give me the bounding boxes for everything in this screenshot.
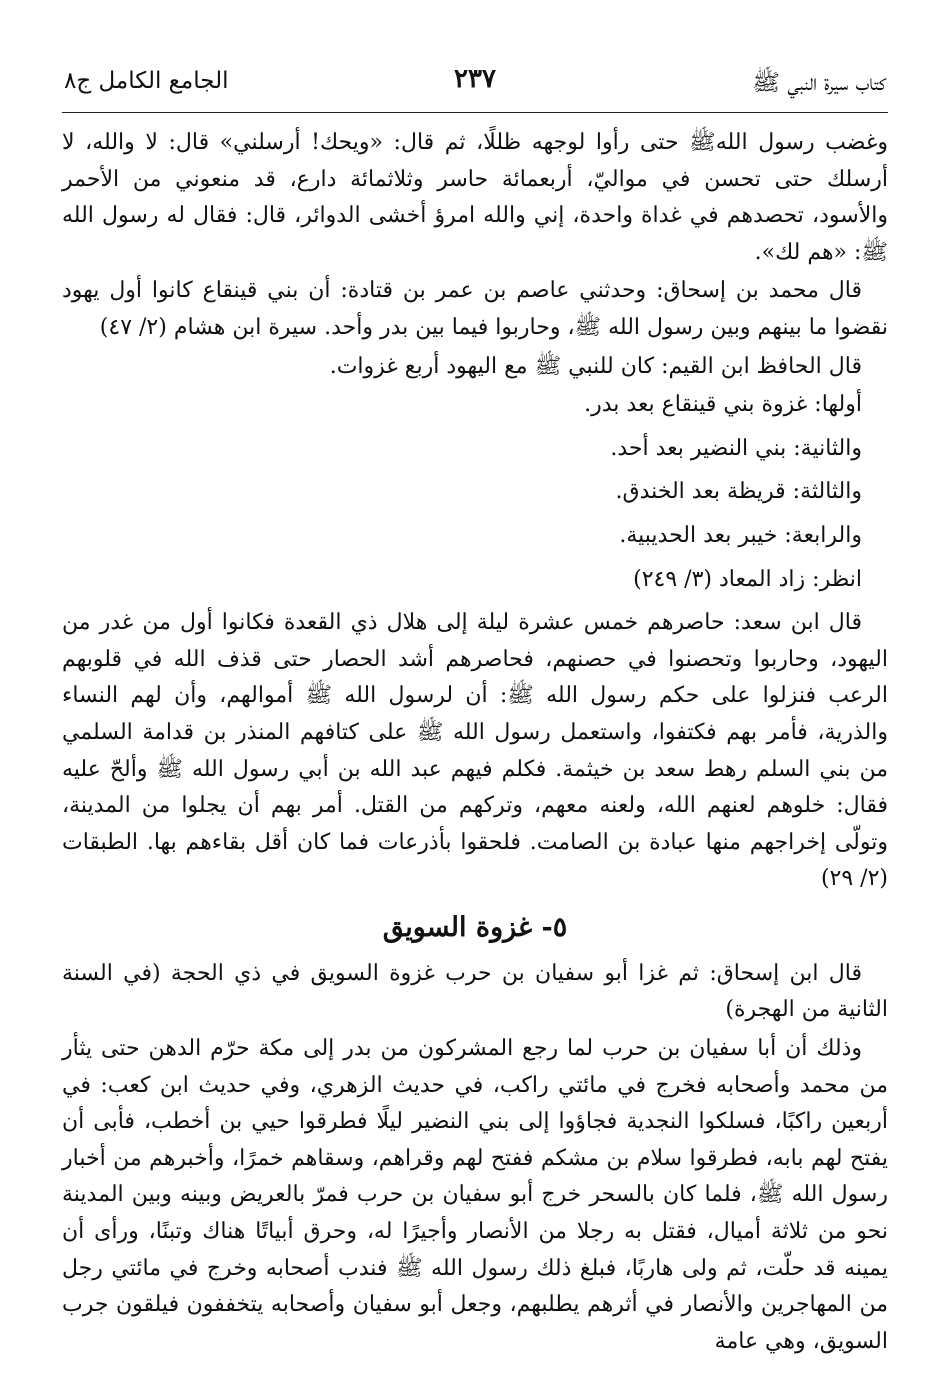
running-header	[62, 60, 888, 113]
paragraph-story-end: وغضب رسول اللهﷺ حتى رأوا لوجهه ظللًا، ثم قال: «ويحك! أرسلني» قال: لا والله، لا أرسلك حتى تحسن في مواليّ، أربعمائة حاسر وثلاثمائة دارع، قد منعوني من الأحمر والأسود، تحصدهم في غداة واحدة، إني والله امرؤ أخشى الدوائر، قال: فقال له رسول الله ﷺ: «هم لك».	[62, 130, 888, 265]
paragraph-sawiq-story: وذلك أن أبا سفيان بن حرب لما رجع المشركون من بدر إلى مكة حرّم الدهن حتى يثأر من محمد وأصحابه فخرج في مائتي راكب، في حديث الزهري، وفي حديث ابن كعب: في أربعين راكبًا، فسلكوا النجدية فجاؤوا إلى بني النضير ليلًا فطرقوا حيي بن أخطب، فأبى أن يفتح لهم بابه، فطرقوا سلام بن مشكم ففتح لهم وقراهم، وسقاهم خمرًا، وأخبرهم من أخبار رسول الله ﷺ، فلما كان بالسحر خرج أبو سفيان بن حرب فمرّ بالعريض وبينه وبين المدينة نحو من ثلاثة أميال، فقتل به رجلا من الأنصار وأجيرًا له، وحرق أبياتًا هناك وتبنًا، ورأى أن يمينه قد حلّت، ثم ولى هاربًا، فبلغ ذلك رسول الله ﷺ فندب أصحابه وخرج في مائتي رجل من المهاجرين والأنصار في أثرهم يطلبهم، وجعل أبو سفيان وأصحابه يتخففون فيلقون جرب السويق، وهي عامة	[62, 1036, 888, 1354]
paragraph-ibn-ishaq-qaynuqa: قال محمد بن إسحاق: وحدثني عاصم بن عمر بن قتادة: أن بني قينقاع كانوا أول يهود نقضوا ما بينهم وبين رسول الله ﷺ، وحاربوا فيما بين بدر وأحد. سيرة ابن هشام (٢/ ٤٧)	[62, 278, 888, 340]
reference-zad-al-maad: انظر: زاد المعاد (٣/ ٢٤٩)	[633, 566, 862, 592]
list-item: والثالثة: قريظة بعد الخندق.	[615, 479, 862, 505]
paragraph-sawiq-intro: قال ابن إسحاق: ثم غزا أبو سفيان بن حرب غزوة السويق في ذي الحجة (في السنة الثانية من الهجرة)	[62, 960, 888, 1023]
book-title: كتاب سيرة النبي ﷺ	[752, 70, 886, 96]
paragraph-ibn-qayyim: قال الحافظ ابن القيم: كان للنبي ﷺ مع اليهود أربع غزوات.	[329, 353, 862, 379]
list-item: والثانية: بني النضير بعد أحد.	[610, 435, 862, 461]
list-item: والرابعة: خيبر بعد الحديبية.	[619, 522, 862, 548]
paragraph-ibn-saad: قال ابن سعد: حاصرهم خمس عشرة ليلة إلى هلال ذي القعدة فكانوا أول من غدر من اليهود، وحاربوا وتحصنوا في حصنهم، فحاصرهم أشد الحصار حتى قذف الله في قلوبهم الرعب فنزلوا على حكم رسول الله ﷺ: أن لرسول الله ﷺ أموالهم، وأن لهم النساء والذرية، فأمر بهم فكتفوا، واستعمل رسول الله ﷺ على كتافهم المنذر بن قدامة السلمي من بني السلم رهط سعد بن خيثمة. فكلم فيهم عبد الله بن أبي رسول الله ﷺ وألحّ عليه فقال: خلوهم لعنهم الله، ولعنه معهم، وتركهم من القتل. أمر بهم أن يجلوا من المدينة، وتولّى إخراجهم منها عبادة بن الصامت. فلحقوا بأذرعات فما كان أقل بقاءهم بها. الطبقات (٢/ ٢٩)	[62, 610, 888, 892]
page-body	[62, 113, 888, 1360]
volume-title: الجامع الكامل ج٨	[64, 68, 229, 94]
book-page	[62, 60, 888, 1360]
raids-list	[62, 387, 888, 554]
section-heading: ٥- غزوة السويق	[382, 911, 568, 943]
page-number: ٢٣٧	[454, 64, 496, 94]
list-item: أولها: غزوة بني قينقاع بعد بدر.	[584, 392, 862, 418]
